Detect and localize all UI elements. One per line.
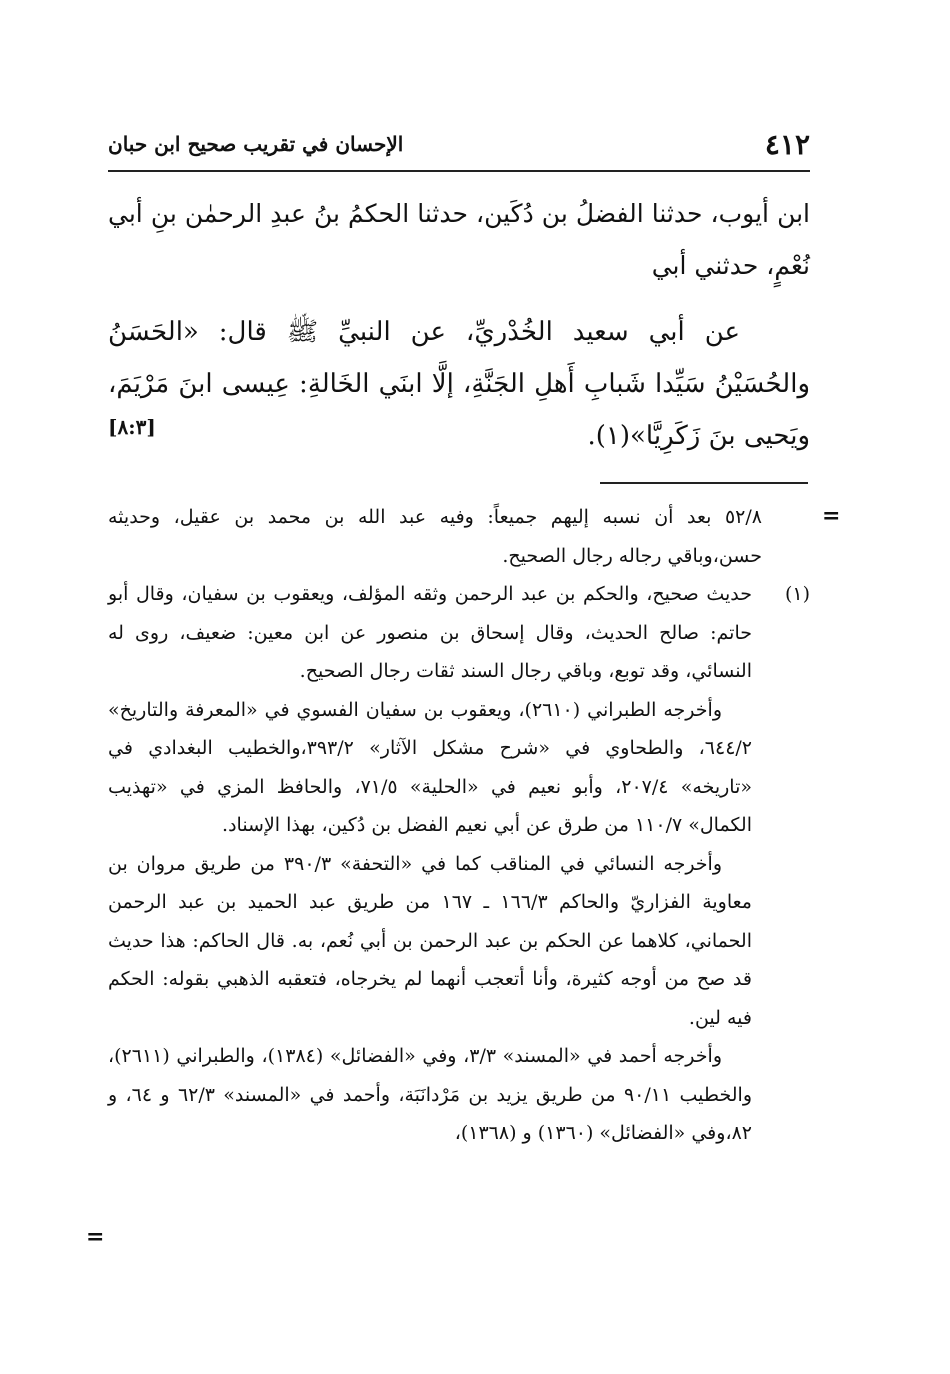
footnote-1-text: حديث صحيح، والحكم بن عبد الرحمن وثقه المؤلف، ويعقوب بن سفيان، وقال أبو حاتم: صالح الحديث، وقال إسحاق بن منصور عن ابن معين: ضعيف، روى له النسائي، وقد توبع، وباقي رجال السند ثقات رجال الصحيح. (108, 583, 752, 682)
footnote-number: (١) (784, 583, 810, 605)
page-number: ٤١٢ (764, 128, 810, 161)
page-header (108, 126, 810, 166)
isnad-paragraph: ابن أيوب، حدثنا الفضلُ بن دُكَين، حدثنا الحكمُ بنُ عبدِ الرحمٰن بنِ أبي نُعْمٍ، حدثني أبي (108, 199, 810, 280)
footnote-paragraph: وأخرجه النسائي في المناقب كما في «التحفة» ٣٩٠/٣ من طريق مروان بن معاوية الفزاريّ والحاكم ١٦٦/٣ ـ ١٦٧ من طريق عبد الحميد بن عبد الرحمن الحماني، كلاهما عن الحكم بن عبد الرحمن بن أبي نُعم، به. قال الحاكم: هذا حديث قد صح من أوجه كثيرة، وأنا أتعجب أنهما لم يخرجاه، فتعقبه الذهبي بقوله: الحكم فيه لين. (108, 852, 752, 1029)
footnote-rule (600, 482, 808, 484)
continuation-mark-bottom: = (86, 1224, 105, 1250)
continuation-mark-top: = (822, 503, 841, 529)
footnote-paragraph: وأخرجه أحمد في «المسند» ٣/٣، وفي «الفضائل» (١٣٨٤)، والطبراني (٢٦١١)، والخطيب ٩٠/١١ من طريق يزيد بن مَرْدانَبَة، وأحمد في «المسند» ٦٢/٣ و ٦٤، و ٨٢،وفي «الفضائل» (١٣٦٠) و (١٣٦٨)، (108, 1045, 752, 1144)
footnote-1 (108, 575, 810, 691)
main-text (108, 188, 810, 462)
footnote-paragraph: وأخرجه الطبراني (٢٦١٠)، ويعقوب بن سفيان الفسوي في «المعرفة والتاريخ» ٦٤٤/٢، والطحاوي في «شرح مشكل الآثار» ٣٩٣/٢،والخطيب البغدادي في «تاريخه» ٢٠٧/٤، وأبو نعيم في «الحلية» ٧١/٥، والحافظ المزي في «تهذيب الكمال» ١١٠/٧ من طرق عن أبي نعيم الفضل بن دُكين، بهذا الإسناد. (108, 698, 753, 836)
hadith-paragraph: عن أبي سعيد الخُدْريِّ، عن النبيِّ ﷺ قال: «الحَسَنُ والحُسَيْنُ سَيِّدا شَبابِ أَهلِ الجَنَّةِ، إلَّا ابنَي الخَالةِ: عِيسى ابنَ مَرْيَمَ، ويَحيى بنَ زَكَرِيَّا»(١). (108, 317, 810, 451)
footnote-continued-text: ٥٢/٨ بعد أن نسبه إليهم جميعاً: وفيه عبد الله بن محمد بن عقيل، وحديثه حسن،وباقي رجاله رجال الصحيح. (108, 506, 762, 567)
hadith-reference: [٨:٣] (108, 415, 156, 439)
footnotes (108, 498, 810, 1153)
header-rule (108, 170, 810, 172)
running-title: الإحسان في تقريب صحيح ابن حبان (108, 132, 404, 156)
